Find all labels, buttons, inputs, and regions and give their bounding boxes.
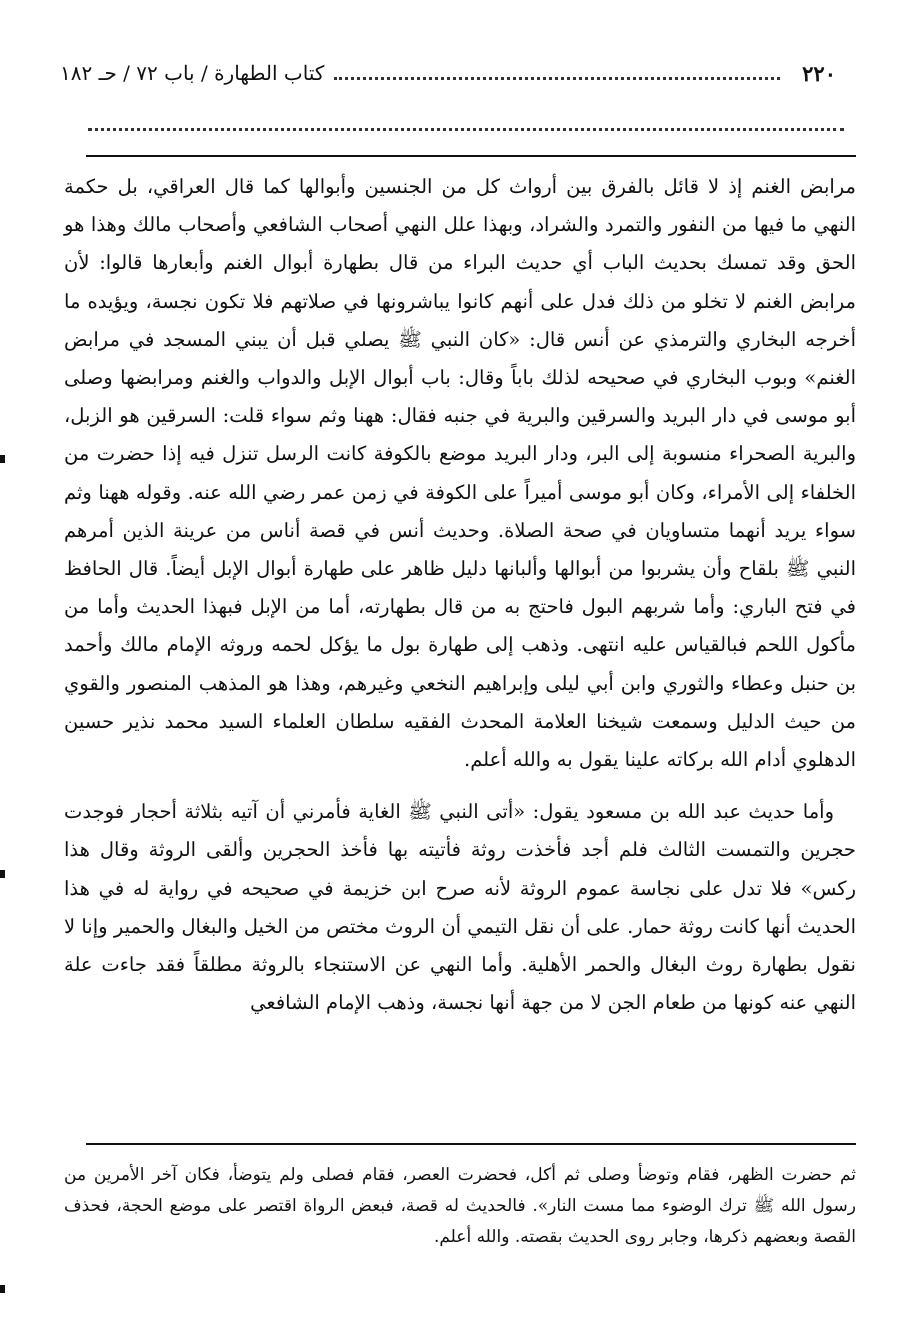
scan-edge-mark <box>0 1285 5 1293</box>
scan-edge-mark <box>0 455 5 463</box>
page-number: ٢٢٠ <box>802 60 836 86</box>
top-rule <box>86 155 856 157</box>
scan-edge-mark <box>0 870 5 878</box>
header-dotted-leader <box>334 77 780 80</box>
main-text <box>64 168 856 1022</box>
footnote <box>64 1160 856 1253</box>
running-title: كتاب الطهارة / باب ٧٢ / حـ ١٨٢ <box>60 61 325 85</box>
paragraph-1: مرابض الغنم إذ لا قائل بالفرق بين أرواث كل من الجنسين وأبوالها كما قال العراقي، بل حكمة النهي ما فيها من النفور والتمرد والشراد، وبهذا علل النهي أصحاب الشافعي وأصحاب مالك وهذا هو الحق وقد تمسك بحديث الباب أي حديث البراء من قال بطهارة أبوال الغنم وأبعارها قالوا: لأن مرابض الغنم لا تخلو من ذلك فدل على أنهم كانوا يباشرونها في صلاتهم فلا تكون نجسة، ويؤيده ما أخرجه البخاري والترمذي عن أنس قال: «كان النبي ﷺ يصلي قبل أن يبني المسجد في مرابض الغنم» وبوب البخاري في صحيحه لذلك باباً وقال: باب أبوال الإبل والدواب والغنم ومرابضها وصلى أبو موسى في دار البريد والسرقين والبرية في جنبه فقال: ههنا وثم سواء قلت: السرقين هو الزبل، والبرية الصحراء منسوبة إلى البر، ودار البريد موضع بالكوفة كانت الرسل تنزل فيه إذا حضرت من الخلفاء إلى الأمراء، وكان أبو موسى أميراً على الكوفة في زمن عمر رضي الله عنه. وقوله ههنا وثم سواء يريد أنهما متساويان في صحة الصلاة. وحديث أنس في قصة أناس من عرينة الذين أمرهم النبي ﷺ بلقاح وأن يشربوا من أبوالها وألبانها دليل ظاهر على طهارة أبوال الإبل أيضاً. قال الحافظ في فتح الباري: وأما شربهم البول فاحتج به من قال بطهارته، أما من الإبل فبهذا الحديث وأما من مأكول اللحم فبالقياس عليه انتهى. وذهب إلى طهارة بول ما يؤكل لحمه وروثه الإمام مالك وأحمد بن حنبل وعطاء والثوري وابن أبي ليلى وإبراهيم النخعي وغيرهم، وهذا هو المذهب المنصور والقوي من حيث الدليل وسمعت شيخنا العلامة المحدث الفقيه سلطان العلماء السيد محمد نذير حسين الدهلوي أدام الله بركاته علينا يقول به والله أعلم. <box>64 175 856 772</box>
page-header <box>60 58 836 88</box>
dotted-separator <box>88 128 844 131</box>
paragraph-2: وأما حديث عبد الله بن مسعود يقول: «أتى النبي ﷺ الغاية فأمرني أن آتيه بثلاثة أحجار فوجدت حجرين والتمست الثالث فلم أجد فأخذت روثة فأتيته بها فأخذ الحجرين وألقى الروثة وقال هذا ركس» فلا تدل على نجاسة عموم الروثة لأنه صرح ابن خزيمة في صحيحه في رواية له في هذا الحديث أنها كانت روثة حمار. على أن نقل التيمي أن الروث مختص من الخيل والبغال والحمير وإنا لا نقول بطهارة روث البغال والحمر الأهلية. وأما النهي عن الاستنجاء بالروثة مطلقاً فقد جاءت علة النهي عنه كونها من طعام الجن لا من جهة أنها نجسة، وذهب الإمام الشافعي <box>64 800 856 1015</box>
footnote-rule <box>86 1143 856 1145</box>
footnote-text: ثم حضرت الظهر، فقام وتوضأ وصلى ثم أكل، فحضرت العصر، فقام فصلى ولم يتوضأ، فكان آخر الأمرين من رسول الله ﷺ ترك الوضوء مما مست النار». فالحديث له قصة، فبعض الرواة اقتصر على موضع الحجة، فحذف القصة وبعضهم ذكرها، وجابر روى الحديث بقصته. والله أعلم. <box>64 1165 856 1247</box>
